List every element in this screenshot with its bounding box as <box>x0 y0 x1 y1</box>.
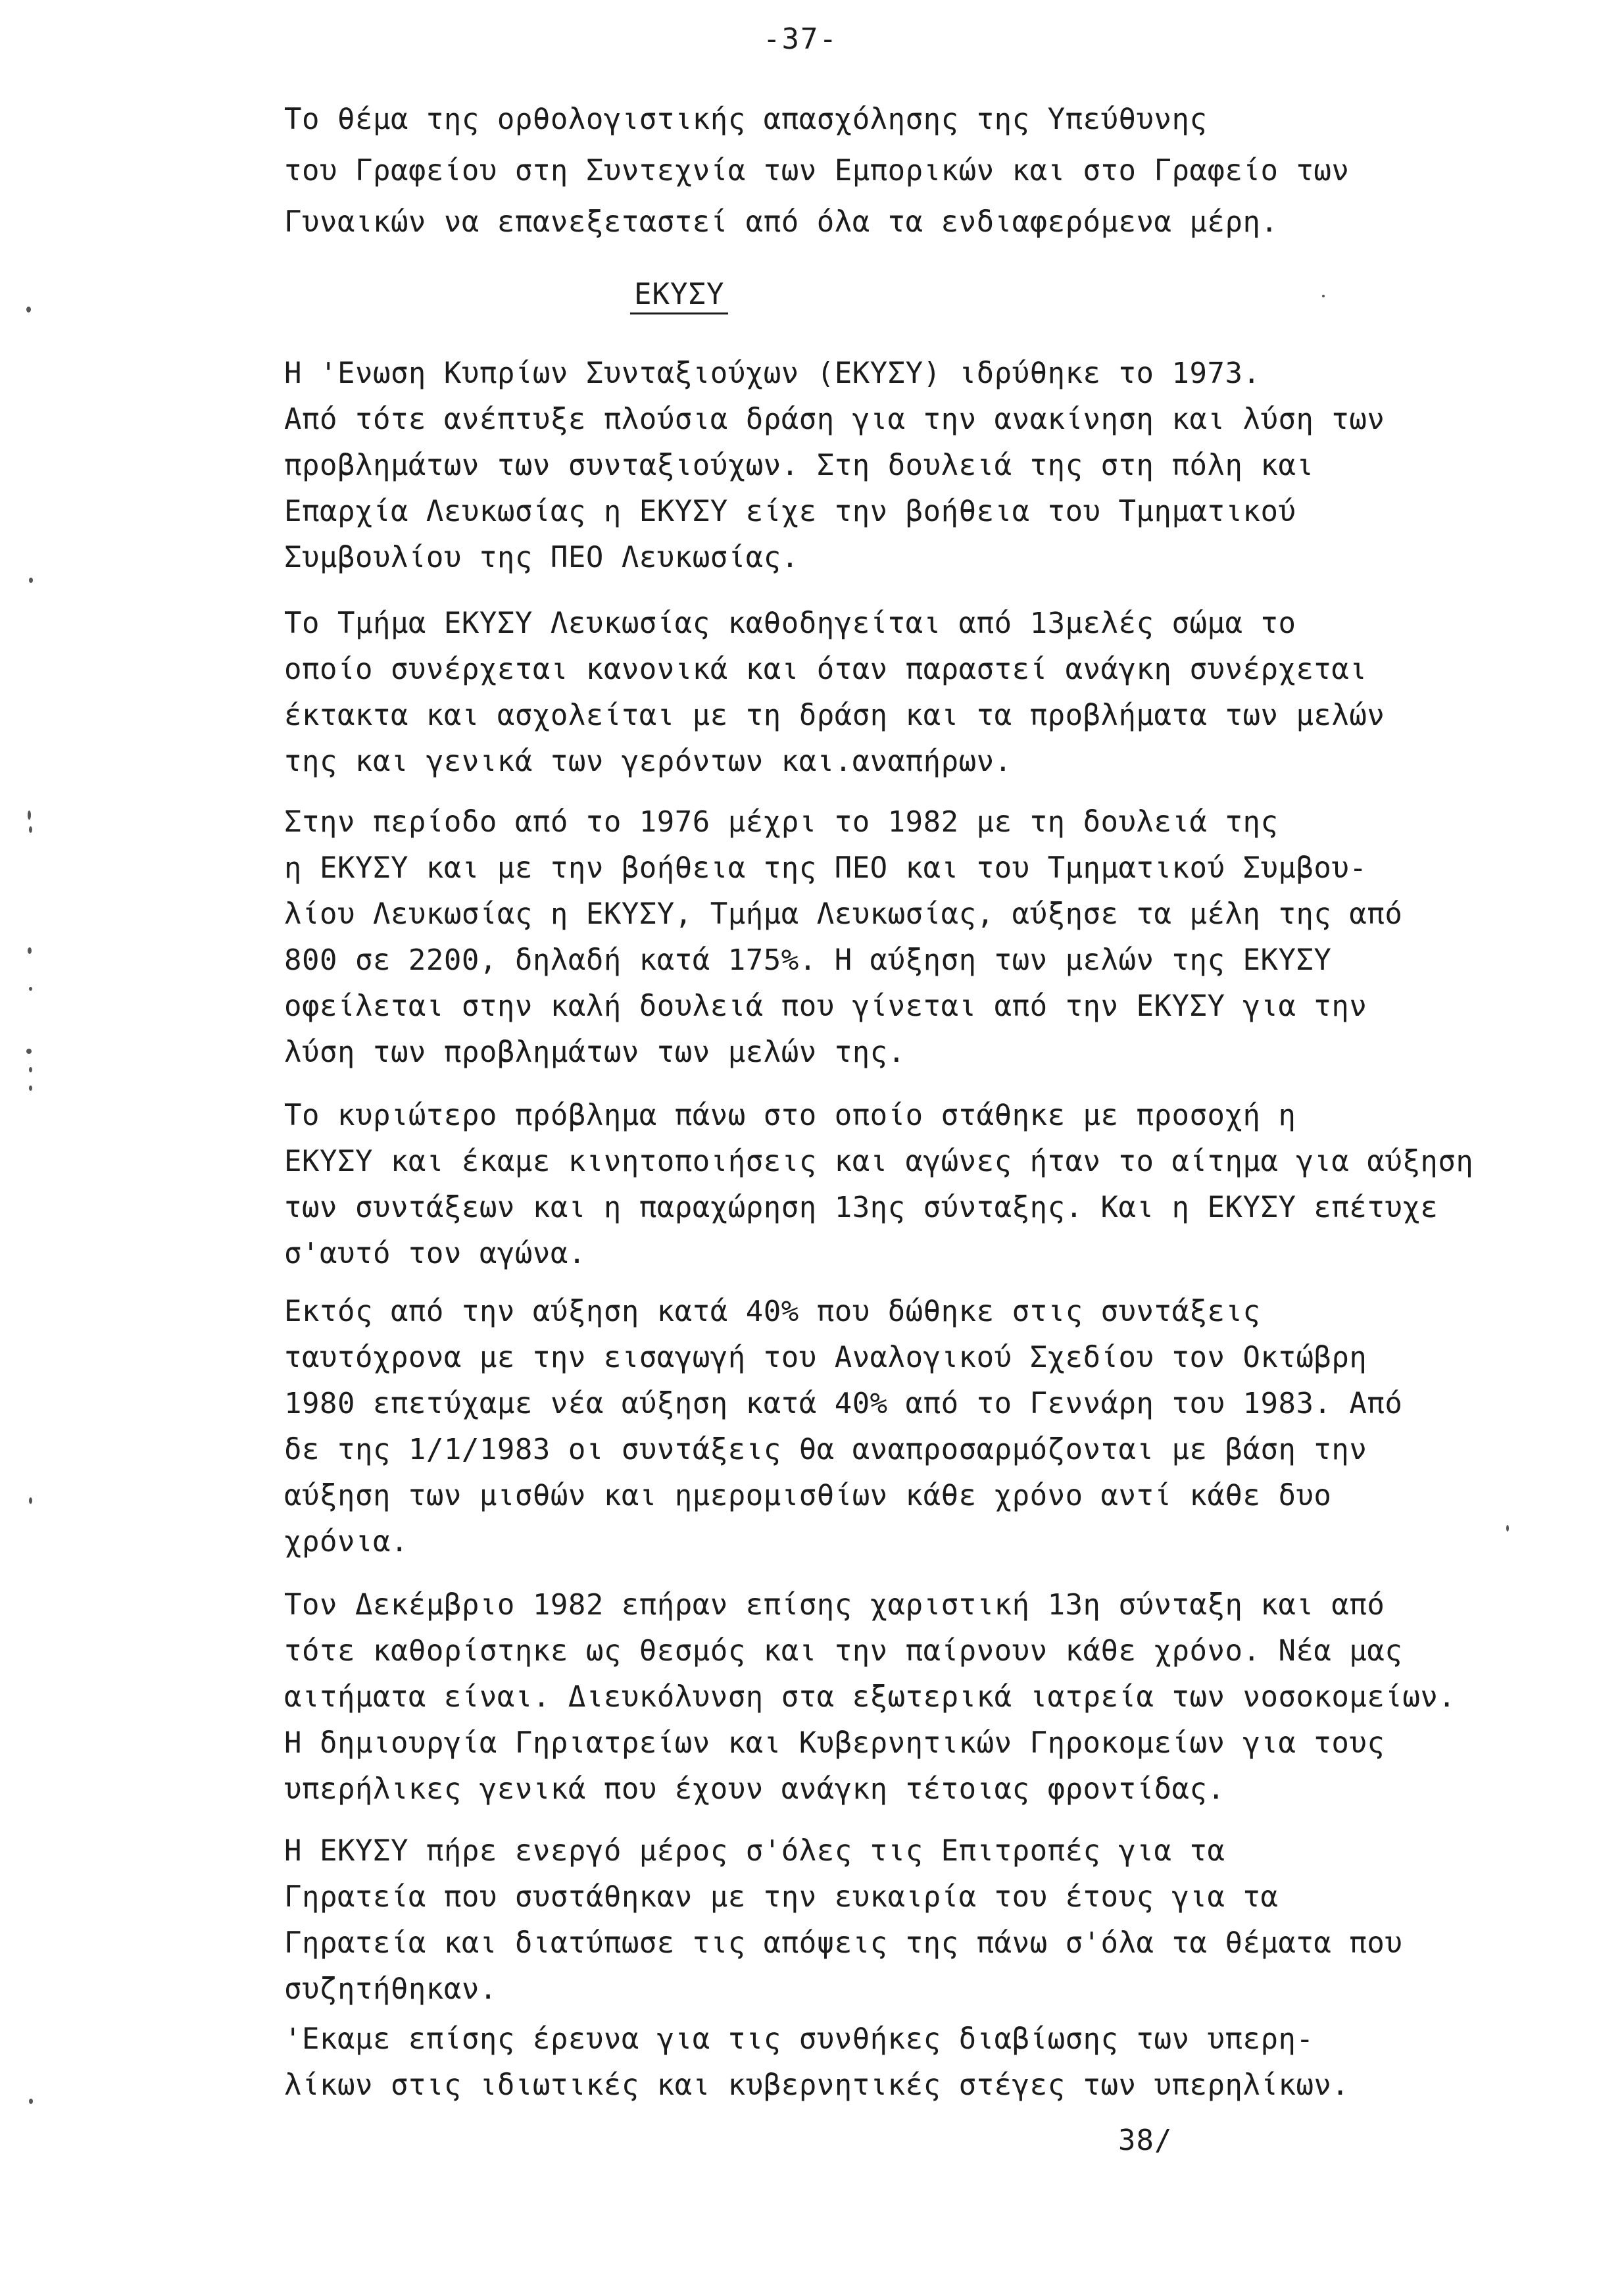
text-line: σ'αυτό τον αγώνα. <box>284 1237 586 1270</box>
text-line: Το Τμήμα ΕΚΥΣΥ Λευκωσίας καθοδηγείται από 13μελές σώμα το <box>284 607 1296 640</box>
text-line: υπερήλικες γενικά που έχουν ανάγκη τέτοιας φροντίδας. <box>284 1772 1225 1806</box>
text-line: Στην περίοδο από το 1976 μέχρι το 1982 με τη δουλειά της <box>284 805 1279 839</box>
text-line: Η ΕΚΥΣΥ πήρε ενεργό μέρος σ'όλες τις Επιτροπές για τα <box>284 1834 1225 1868</box>
text-line: ταυτόχρονα με την εισαγωγή του Αναλογικού Σχεδίου τον Οκτώβρη <box>284 1341 1367 1374</box>
text-line: Το θέμα της ορθολογιστικής απασχόλησης της Υπεύθυνης <box>284 103 1208 136</box>
text-line: οποίο συνέρχεται κανονικά και όταν παραστεί ανάγκη συνέρχεται <box>284 653 1367 686</box>
text-line: 'Εκαμε επίσης έρευνα για τις συνθήκες διαβίωσης των υπερη- <box>284 2022 1314 2056</box>
text-line: του Γραφείου στη Συντεχνία των Εμπορικών και στο Γραφείο των <box>284 154 1350 187</box>
text-line: Γηρατεία που συστάθηκαν με την ευκαιρία του έτους για τα <box>284 1880 1279 1914</box>
text-line: Από τότε ανέπτυξε πλούσια δράση για την ανακίνηση και λύση των <box>284 403 1385 436</box>
text-line: τότε καθορίστηκε ως θεσμός και την παίρνουν κάθε χρόνο. Νέα μας <box>284 1634 1403 1668</box>
text-line: Επαρχία Λευκωσίας η ΕΚΥΣΥ είχε την βοήθεια του Τμηματικού <box>284 495 1296 528</box>
scan-speck <box>29 987 32 991</box>
text-line: Η 'Ενωση Κυπρίων Συνταξιούχων (ΕΚΥΣΥ) ιδρύθηκε το 1973. <box>284 357 1261 390</box>
text-line: Το κυριώτερο πρόβλημα πάνω στο οποίο στάθηκε με προσοχή η <box>284 1099 1296 1132</box>
section-heading: ΕΚΥΣΥ <box>630 278 728 314</box>
scan-speck <box>1506 1525 1509 1532</box>
text-line: λίου Λευκωσίας η ΕΚΥΣΥ, Τμήμα Λευκωσίας, αύξησε τα μέλη της από <box>284 897 1403 931</box>
text-line: έκτακτα και ασχολείται με τη δράση και τα προβλήματα των μελών <box>284 699 1385 732</box>
scan-speck <box>29 1086 32 1091</box>
text-line: Γυναικών να επανεξεταστεί από όλα τα ενδιαφερόμενα μέρη. <box>284 205 1279 239</box>
text-line: αύξηση των μισθών και ημερομισθίων κάθε χρόνο αντί κάθε δυο <box>284 1479 1332 1512</box>
text-line: αιτήματα είναι. Διευκόλυνση στα εξωτερικά ιατρεία των νοσοκομείων. <box>284 1680 1456 1714</box>
text-line: Συμβουλίου της ΠΕΟ Λευκωσίας. <box>284 541 799 574</box>
text-line: Η δημιουργία Γηριατρείων και Κυβερνητικών Γηροκομείων για τους <box>284 1726 1385 1760</box>
text-line: συζητήθηκαν. <box>284 1972 497 2006</box>
page-number-top: -37- <box>763 22 838 56</box>
scan-speck <box>29 1497 32 1504</box>
text-line: λύση των προβλημάτων των μελών της. <box>284 1036 906 1069</box>
text-line: η ΕΚΥΣΥ και με την βοήθεια της ΠΕΟ και του Τμηματικού Συμβου- <box>284 851 1367 885</box>
text-line: λίκων στις ιδιωτικές και κυβερνητικές στέγες των υπερηλίκων. <box>284 2068 1350 2102</box>
text-line: δε της 1/1/1983 οι συντάξεις θα αναπροσαρμόζονται με βάση την <box>284 1433 1367 1466</box>
text-line: 1980 επετύχαμε νέα αύξηση κατά 40% από το Γεννάρη του 1983. Από <box>284 1387 1403 1420</box>
scan-speck <box>26 1049 32 1054</box>
text-line: των συντάξεων και η παραχώρηση 13ης σύνταξης. Και η ΕΚΥΣΥ επέτυχε <box>284 1191 1438 1224</box>
text-line: ΕΚΥΣΥ και έκαμε κινητοποιήσεις και αγώνες ήταν το αίτημα για αύξηση <box>284 1145 1474 1178</box>
text-line: 800 σε 2200, δηλαδή κατά 175%. Η αύξηση των μελών της ΕΚΥΣΥ <box>284 943 1332 977</box>
text-line: οφείλεται στην καλή δουλειά που γίνεται από την ΕΚΥΣΥ για την <box>284 989 1367 1023</box>
scan-speck <box>29 578 33 583</box>
scan-speck <box>29 2099 33 2104</box>
text-line: προβλημάτων των συνταξιούχων. Στη δουλειά της στη πόλη και <box>284 449 1314 482</box>
scan-speck <box>1322 295 1325 297</box>
page-number-bottom: 38/ <box>1118 2124 1173 2157</box>
scan-speck <box>28 947 32 954</box>
text-line: Γηρατεία και διατύπωσε τις απόψεις της πάνω σ'όλα τα θέματα που <box>284 1926 1403 1960</box>
text-line: χρόνια. <box>284 1525 408 1559</box>
scan-speck <box>26 307 31 312</box>
text-line: Εκτός από την αύξηση κατά 40% που δώθηκε στις συντάξεις <box>284 1295 1261 1328</box>
text-line: Τον Δεκέμβριο 1982 επήραν επίσης χαριστική 13η σύνταξη και από <box>284 1588 1385 1622</box>
scan-speck <box>29 1067 32 1072</box>
text-line: της και γενικά των γερόντων και.αναπήρων. <box>284 745 1012 778</box>
scan-speck <box>29 826 32 833</box>
scan-speck <box>28 811 31 820</box>
